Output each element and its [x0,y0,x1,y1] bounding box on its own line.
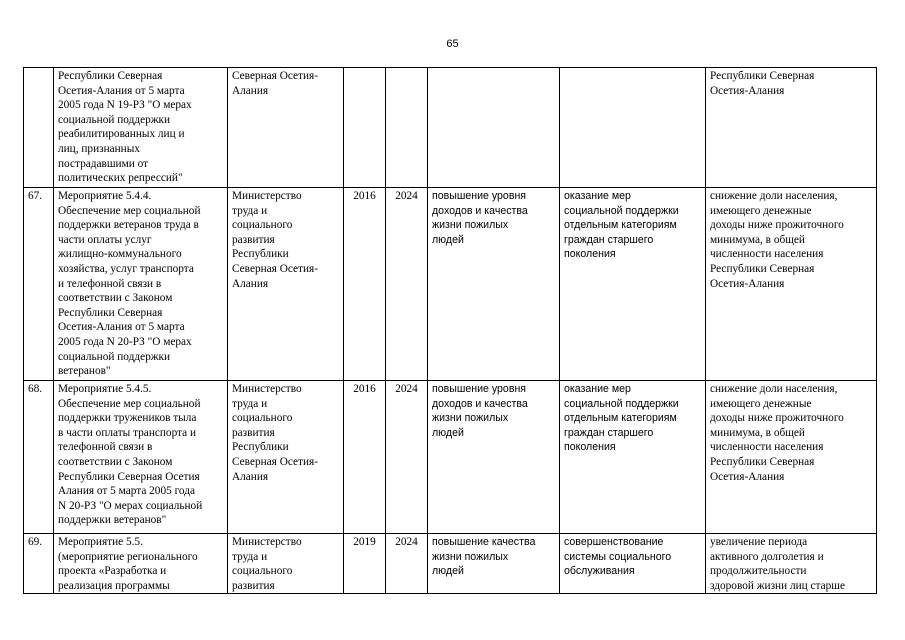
measure-name-line: пострадавшими от [58,157,149,170]
direction-line: оказание мер [564,190,631,202]
executor-line: Министерство [232,536,302,548]
expected-result-cell [428,381,560,534]
expected-result-line: жизни пожилых [432,550,509,563]
executor-cell [228,188,344,381]
executor-line: социального [232,565,293,578]
executor-line: социального [232,412,293,425]
direction-line: граждан старшего [564,426,654,439]
direction-line: системы социального [564,550,672,563]
measure-name-line: 2005 года N 20-РЗ "О мерах [58,335,192,348]
expected-result-line: жизни пожилых [432,219,509,232]
target-indicator-line: активного долголетия и [710,550,824,563]
target-indicator-cell [706,534,877,594]
target-indicator-line: Республики Северная [710,455,815,468]
target-indicator-line: Республики Северная [710,262,815,275]
expected-result-line: повышение уровня [432,383,527,395]
measure-name-line: Обеспечение мер социальной [58,204,201,217]
expected-result-cell [428,188,560,381]
target-indicator-line: доходы ниже прожиточного [710,412,844,425]
target-indicator-line: Осетия-Алания [710,470,785,483]
expected-result-line: доходов и качества [432,397,528,410]
measure-name-line: Мероприятие 5.5. [58,536,143,548]
target-indicator-line: Республики Северная [710,70,815,82]
measure-name-line: политических репрессий" [58,172,183,185]
direction-line: граждан старшего [564,233,654,246]
direction-line: поколения [564,441,616,454]
direction-line: обслуживания [564,565,635,578]
measure-name-line: поддержки ветеранов труда в [58,219,199,232]
direction-cell [560,68,706,188]
measure-name-line: Мероприятие 5.4.4. [58,190,152,202]
executor-line: труда и [232,397,268,410]
measure-name-line: Алания от 5 марта 2005 года [58,485,196,498]
executor-line: Алания [232,84,269,97]
executor-line: труда и [232,204,268,217]
executor-line: развития [232,426,275,439]
target-indicator-line: снижение доли населения, [710,190,838,202]
direction-cell [560,534,706,594]
table-row [24,381,877,534]
measure-name-line: лиц, признанных [58,142,140,155]
end-year-cell: 2024 [386,381,428,534]
target-indicator-line: продолжительности [710,565,807,578]
measure-name-line: проекта «Разработка и [58,565,167,578]
measure-name-cell [54,188,228,381]
target-indicator-line: минимума, в общей [710,426,805,439]
executor-line: социального [232,219,293,232]
executor-cell [228,534,344,594]
executor-line: Северная Осетия- [232,70,318,82]
end-year-cell: 2024 [386,188,428,381]
measure-name-line: поддержки тружеников тыла [58,412,197,425]
direction-line: отдельным категориям [564,412,677,425]
measure-name-line: Республики Северная [58,306,163,319]
target-indicator-cell [706,381,877,534]
measure-name-line: в части оплаты транспорта и [58,426,197,439]
measure-name-line: ветеранов" [58,365,111,378]
target-indicator-line: снижение доли населения, [710,383,838,395]
measure-name-line: Обеспечение мер социальной [58,397,201,410]
measure-name-line: социальной поддержки [58,350,171,363]
table-row [24,534,877,594]
page-number: 65 [446,38,459,50]
executor-line: развития [232,233,275,246]
measure-name-line: жилищно-коммунального [58,248,182,261]
executor-line: Северная Осетия- [232,455,318,468]
end-year-cell [386,68,428,188]
expected-result-line: людей [432,426,464,439]
target-indicator-line: Осетия-Алания [710,84,785,97]
row-number-cell: 69. [24,534,54,594]
measure-name-line: Осетия-Алания от 5 марта [58,321,185,334]
executor-cell [228,68,344,188]
target-indicator-line: минимума, в общей [710,233,805,246]
measure-name-line: телефонной связи в [58,441,153,454]
direction-line: оказание мер [564,383,631,395]
executor-line: развития [232,579,275,592]
target-indicator-line: доходы ниже прожиточного [710,219,844,232]
target-indicator-line: численности населения [710,248,824,261]
direction-line: совершенствование [564,536,664,548]
expected-result-line: повышение качества [432,536,536,548]
measure-name-line: 2005 года N 19-РЗ "О мерах [58,99,192,112]
expected-result-line: повышение уровня [432,190,527,202]
row-number-cell [24,68,54,188]
direction-cell [560,188,706,381]
table-row [24,188,877,381]
measure-name-line: соответствии с Законом [58,455,173,468]
measure-name-line: хозяйства, услуг транспорта [58,262,194,275]
measure-name-line: соответствии с Законом [58,292,173,305]
row-number-cell: 68. [24,381,54,534]
measure-name-line: и телефонной связи в [58,277,162,290]
measure-name-cell [54,68,228,188]
expected-result-line: людей [432,233,464,246]
table-row [24,68,877,188]
measure-name-cell [54,534,228,594]
direction-line: социальной поддержки [564,397,679,410]
direction-cell [560,381,706,534]
executor-line: Республики [232,441,289,454]
executor-line: Министерство [232,190,302,202]
start-year-cell: 2016 [344,381,386,534]
expected-result-cell [428,534,560,594]
executor-line: Алания [232,277,269,290]
measures-table [23,67,877,594]
expected-result-cell [428,68,560,188]
target-indicator-line: имеющего денежные [710,204,812,217]
executor-line: Республики [232,248,289,261]
expected-result-line: доходов и качества [432,204,528,217]
target-indicator-line: численности населения [710,441,824,454]
measure-name-line: реализация программы [58,579,170,592]
executor-line: Министерство [232,383,302,395]
executor-line: Северная Осетия- [232,262,318,275]
target-indicator-line: имеющего денежные [710,397,812,410]
target-indicator-cell [706,68,877,188]
start-year-cell [344,68,386,188]
target-indicator-line: здоровой жизни лиц старше [710,579,845,592]
measure-name-line: Мероприятие 5.4.5. [58,383,152,395]
start-year-cell: 2016 [344,188,386,381]
executor-line: Алания [232,470,269,483]
direction-line: социальной поддержки [564,204,679,217]
start-year-cell: 2019 [344,534,386,594]
measure-name-line: социальной поддержки [58,113,171,126]
expected-result-line: людей [432,565,464,578]
measure-name-line: реабилитированных лиц и [58,128,185,141]
end-year-cell: 2024 [386,534,428,594]
measure-name-line: N 20-РЗ "О мерах социальной [58,499,203,512]
direction-line: поколения [564,248,616,261]
executor-line: труда и [232,550,268,563]
row-number-cell: 67. [24,188,54,381]
target-indicator-line: Осетия-Алания [710,277,785,290]
target-indicator-line: увеличение периода [710,536,808,548]
measure-name-line: (мероприятие регионального [58,550,198,563]
measure-name-line: Республики Северная Осетия [58,470,200,483]
target-indicator-cell [706,188,877,381]
measure-name-cell [54,381,228,534]
direction-line: отдельным категориям [564,219,677,232]
measure-name-line: Осетия-Алания от 5 марта [58,84,185,97]
expected-result-line: жизни пожилых [432,412,509,425]
measure-name-line: Республики Северная [58,70,163,82]
executor-cell [228,381,344,534]
measure-name-line: части оплаты услуг [58,233,152,246]
measure-name-line: поддержки ветеранов" [58,514,167,527]
